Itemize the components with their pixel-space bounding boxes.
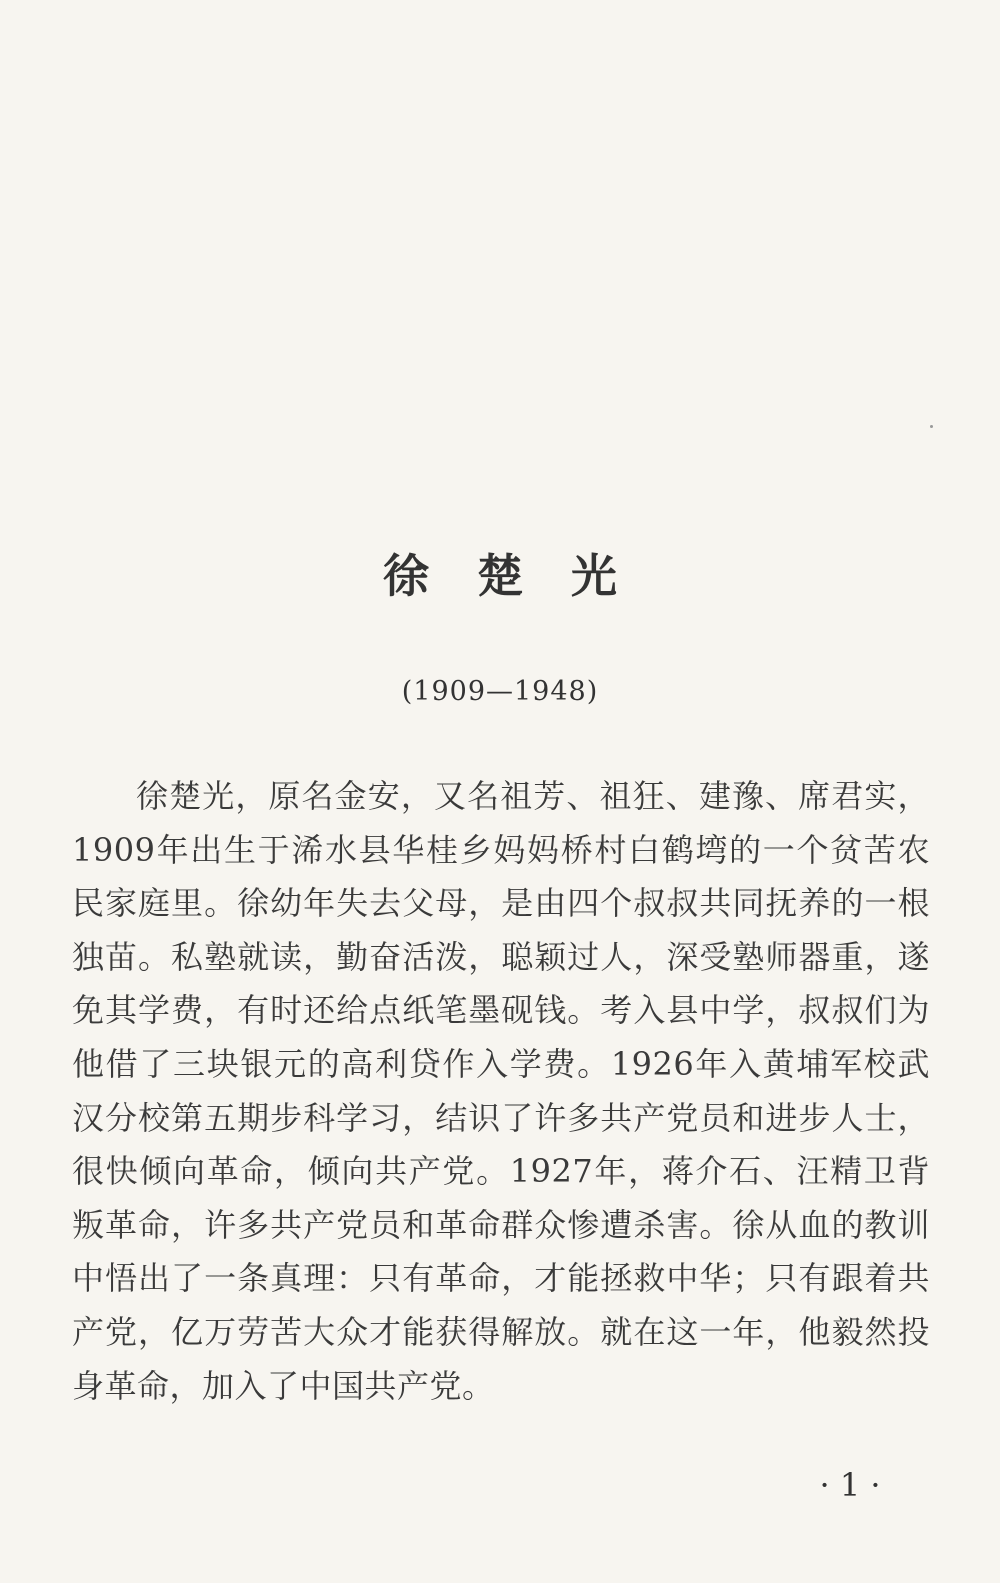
page-number: · 1 · bbox=[819, 1466, 881, 1504]
page-title: 徐楚光 bbox=[383, 549, 665, 603]
scan-speck bbox=[930, 425, 933, 428]
life-years: (1909—1948) bbox=[401, 676, 599, 707]
biography-paragraph: 徐楚光，原名金安，又名祖芳、祖狂、建豫、席君实，1909年出生于浠水县华桂乡妈妈桥村白鹤塆的一个贫苦农民家庭里。徐幼年失去父母，是由四个叔叔共同抚养的一根独苗。私塾就读，勤奋活泼，聪颖过人，深受塾师器重，遂免其学费，有时还给点纸笔墨砚钱。考入县中学，叔叔们为他借了三块银元的高利贷作入学费。1926年入黄埔军校武汉分校第五期步科学习，结识了许多共产党员和进步人士，很快倾向革命，倾向共产党。1927年，蒋介石、汪精卫背叛革命，许多共产党员和革命群众惨遭杀害。徐从血的教训中悟出了一条真理：只有革命，才能拯救中华；只有跟着共产党，亿万劳苦大众才能获得解放。就在这一年，他毅然投身革命，加入了中国共产党。 bbox=[72, 777, 930, 1405]
